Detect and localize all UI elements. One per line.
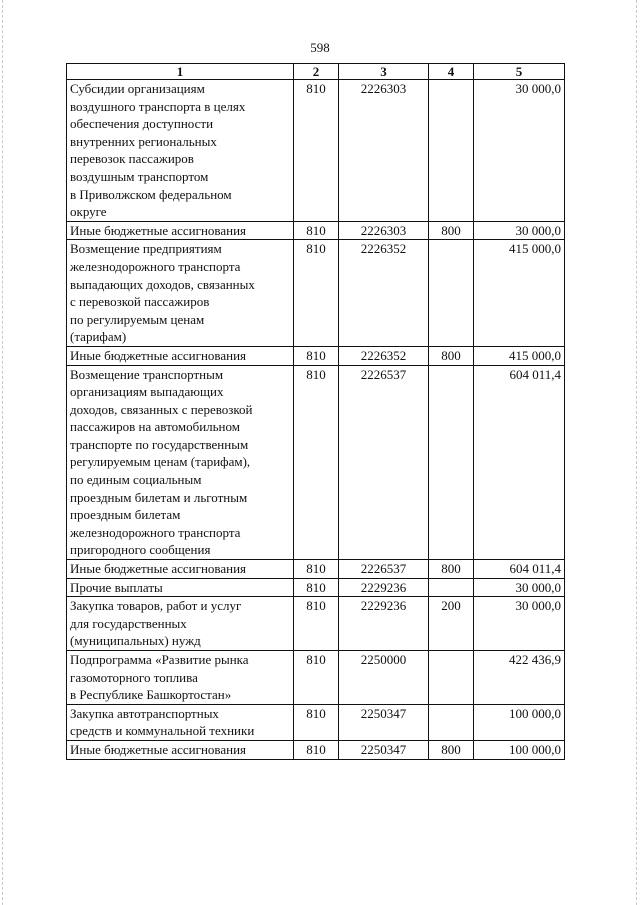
- row-amount-cell: 100 000,0: [474, 740, 565, 759]
- row-amount-cell: 30 000,0: [474, 221, 565, 240]
- row-expense-type-cell: 800: [429, 560, 474, 579]
- row-amount-cell: 604 011,4: [474, 365, 565, 560]
- row-expense-type-cell: 800: [429, 346, 474, 365]
- row-amount-cell: 604 011,4: [474, 560, 565, 579]
- column-header-5: 5: [474, 64, 565, 80]
- scan-edge-right: [636, 0, 638, 905]
- row-name-cell: Субсидии организациям воздушного транспорта в целях обеспечения доступности внутренних региональных перевозок пассажиров воздушным транспортом в Приволжском федеральном округе: [67, 80, 294, 222]
- row-expense-type-cell: [429, 365, 474, 560]
- row-code-cell: 810: [294, 240, 339, 347]
- row-name-cell: Иные бюджетные ассигнования: [67, 560, 294, 579]
- row-name-cell: Иные бюджетные ассигнования: [67, 346, 294, 365]
- page-number: 598: [310, 40, 330, 55]
- row-expense-type-cell: [429, 80, 474, 222]
- row-code-cell: 810: [294, 365, 339, 560]
- column-header-1: 1: [67, 64, 294, 80]
- table-row: [67, 365, 565, 560]
- budget-table: [66, 63, 565, 760]
- table-row: [67, 560, 565, 579]
- row-name-cell: Иные бюджетные ассигнования: [67, 221, 294, 240]
- row-expense-type-cell: 200: [429, 597, 474, 651]
- row-expense-type-cell: 800: [429, 740, 474, 759]
- table-body: [67, 80, 565, 760]
- row-name-cell: Подпрограмма «Развитие рынка газомоторного топлива в Республике Башкортостан»: [67, 651, 294, 705]
- row-expense-type-cell: [429, 651, 474, 705]
- row-target-article-cell: 2226537: [339, 560, 429, 579]
- row-name-cell: Возмещение предприятиям железнодорожного транспорта выпадающих доходов, связанных с перевозкой пассажиров по регулируемым ценам (тарифам): [67, 240, 294, 347]
- row-code-cell: 810: [294, 80, 339, 222]
- table-row: [67, 80, 565, 222]
- row-amount-cell: 30 000,0: [474, 80, 565, 222]
- row-target-article-cell: 2226537: [339, 365, 429, 560]
- row-code-cell: 810: [294, 597, 339, 651]
- table-row: [67, 346, 565, 365]
- row-target-article-cell: 2229236: [339, 578, 429, 597]
- row-target-article-cell: 2250347: [339, 704, 429, 740]
- row-expense-type-cell: [429, 240, 474, 347]
- row-name-cell: Иные бюджетные ассигнования: [67, 740, 294, 759]
- scan-edge-left: [2, 0, 4, 905]
- row-amount-cell: 415 000,0: [474, 240, 565, 347]
- table-row: [67, 740, 565, 759]
- row-name-cell: Прочие выплаты: [67, 578, 294, 597]
- column-header-4: 4: [429, 64, 474, 80]
- row-target-article-cell: 2226352: [339, 346, 429, 365]
- row-name-cell: Закупка автотранспортных средств и коммунальной техники: [67, 704, 294, 740]
- row-amount-cell: 415 000,0: [474, 346, 565, 365]
- table-row: [67, 578, 565, 597]
- table-row: [67, 704, 565, 740]
- row-amount-cell: 422 436,9: [474, 651, 565, 705]
- column-header-3: 3: [339, 64, 429, 80]
- row-expense-type-cell: [429, 578, 474, 597]
- row-code-cell: 810: [294, 578, 339, 597]
- row-target-article-cell: 2250000: [339, 651, 429, 705]
- row-target-article-cell: 2250347: [339, 740, 429, 759]
- row-code-cell: 810: [294, 704, 339, 740]
- row-target-article-cell: 2229236: [339, 597, 429, 651]
- row-amount-cell: 100 000,0: [474, 704, 565, 740]
- header-row: [67, 64, 565, 80]
- row-target-article-cell: 2226352: [339, 240, 429, 347]
- row-expense-type-cell: [429, 704, 474, 740]
- table-row: [67, 597, 565, 651]
- row-code-cell: 810: [294, 560, 339, 579]
- table-row: [67, 221, 565, 240]
- row-code-cell: 810: [294, 346, 339, 365]
- row-amount-cell: 30 000,0: [474, 597, 565, 651]
- table-row: [67, 240, 565, 347]
- row-code-cell: 810: [294, 651, 339, 705]
- row-target-article-cell: 2226303: [339, 221, 429, 240]
- row-expense-type-cell: 800: [429, 221, 474, 240]
- row-name-cell: Закупка товаров, работ и услуг для государственных (муниципальных) нужд: [67, 597, 294, 651]
- row-target-article-cell: 2226303: [339, 80, 429, 222]
- table-row: [67, 651, 565, 705]
- column-header-2: 2: [294, 64, 339, 80]
- row-amount-cell: 30 000,0: [474, 578, 565, 597]
- row-name-cell: Возмещение транспортным организациям выпадающих доходов, связанных с перевозкой пассажиров на автомобильном транспорте по государственным регулируемым ценам (тарифам), по единым социальным проездным билетам и льготным проездным билетам железнодорожного транспорта пригородного сообщения: [67, 365, 294, 560]
- table-header: [67, 64, 565, 80]
- row-code-cell: 810: [294, 221, 339, 240]
- row-code-cell: 810: [294, 740, 339, 759]
